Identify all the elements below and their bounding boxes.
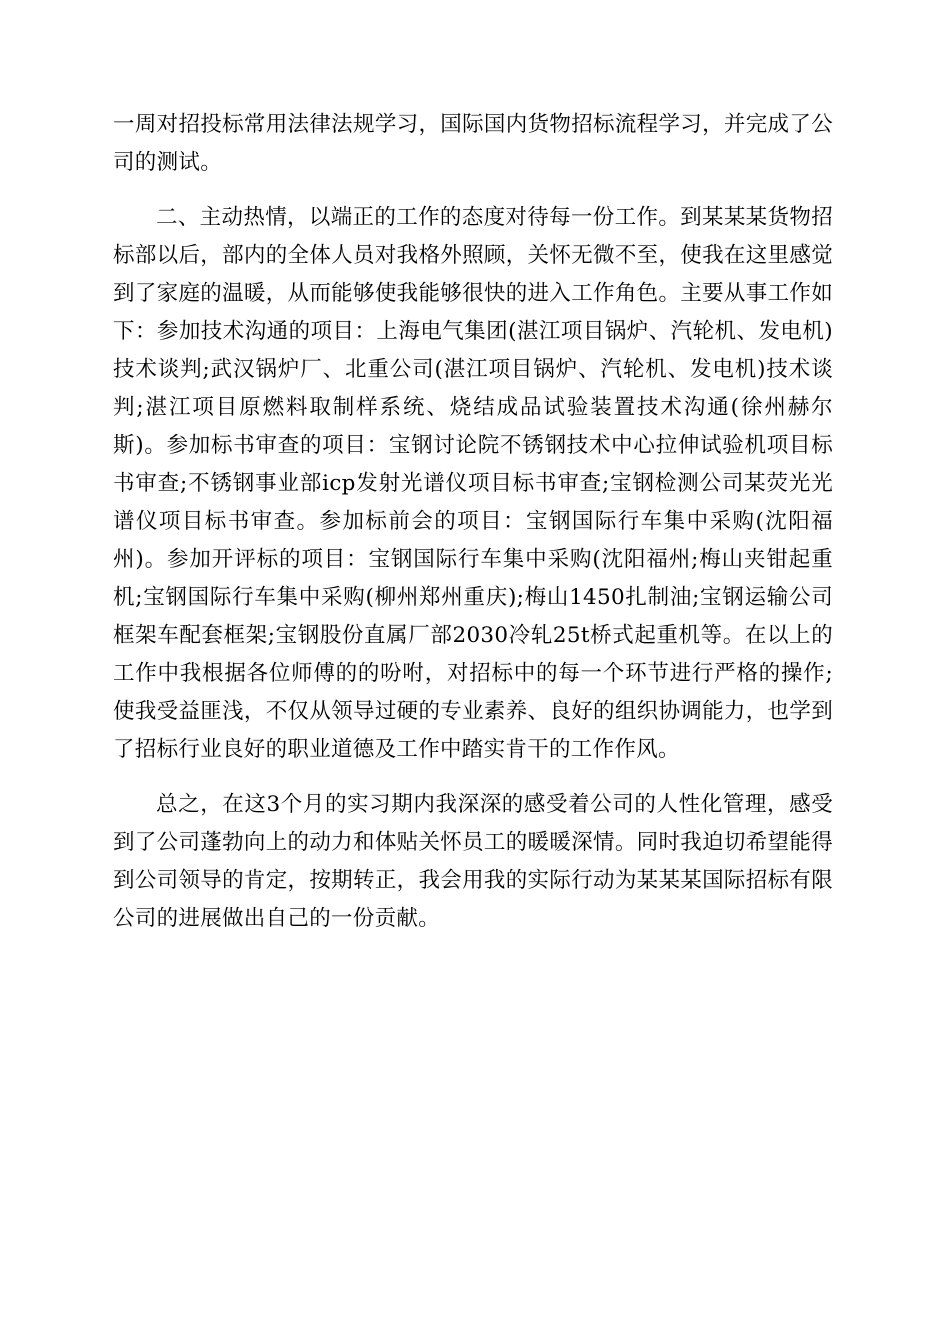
paragraph-conclusion: 总之，在这3个月的实习期内我深深的感受着公司的人性化管理，感受到了公司蓬勃向上的动力和体贴关怀员工的暖暖深情。同时我迫切希望能得到公司领导的肯定，按期转正，我会用我的实际行动为某某某国际招标有限公司的进展做出自己的一份贡献。 [113,792,833,931]
body-text [113,106,833,938]
paragraph-work-attitude: 二、主动热情，以端正的工作的态度对待每一份工作。到某某某货物招标部以后，部内的全体人员对我格外照顾，关怀无微不至，使我在这里感觉到了家庭的温暖，从而能够使我能够很快的进入工作角色。主要从事工作如下：参加技术沟通的项目：上海电气集团(湛江项目锅炉、汽轮机、发电机)技术谈判;武汉锅炉厂、北重公司(湛江项目锅炉、汽轮机、发电机)技术谈判;湛江项目原燃料取制样系统、烧结成品试验装置技术沟通(徐州赫尔斯)。参加标书审查的项目：宝钢讨论院不锈钢技术中心拉伸试验机项目标书审查;不锈钢事业部icp发射光谱仪项目标书审查;宝钢检测公司某荧光光谱仪项目标书审查。参加标前会的项目：宝钢国际行车集中采购(沈阳福州)。参加开评标的项目：宝钢国际行车集中采购(沈阳福州;梅山夹钳起重机;宝钢国际行车集中采购(柳州郑州重庆);梅山1450扎制油;宝钢运输公司框架车配套框架;宝钢股份直属厂部2030冷轧25t桥式起重机等。在以上的工作中我根据各位师傅的的吩咐，对招标中的每一个环节进行严格的操作;使我受益匪浅，不仅从领导过硬的专业素养、良好的组织协调能力，也学到了招标行业良好的职业道德及工作中踏实肯干的工作作风。 [113,205,833,762]
paragraph-continuation: 一周对招投标常用法律法规学习，国际国内货物招标流程学习，并完成了公司的测试。 [113,112,833,175]
